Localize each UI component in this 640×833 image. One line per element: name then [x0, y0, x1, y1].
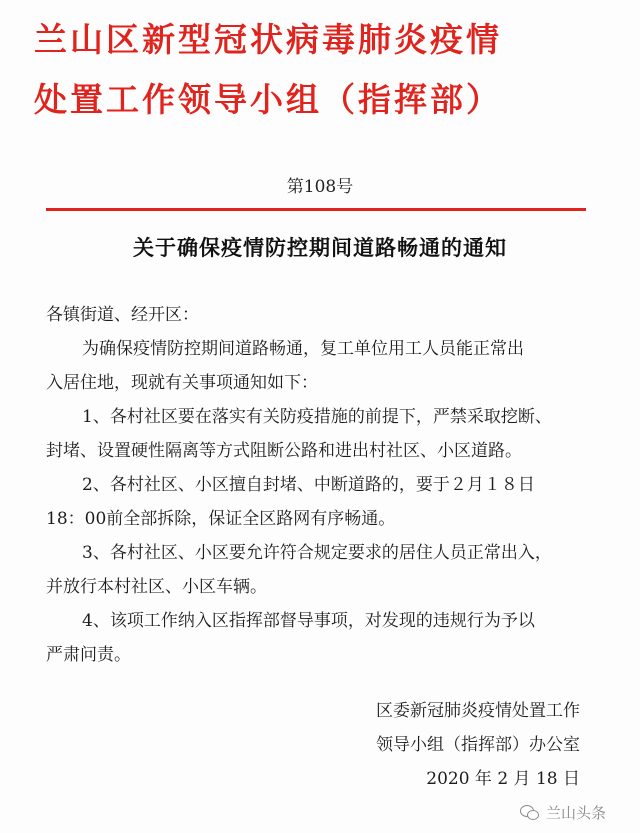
signature-date: 2020 年 2 月 18 日	[426, 769, 580, 789]
header-title-line-1: 兰山区新型冠状病毒肺炎疫情	[34, 20, 502, 59]
item-4-line-2: 严肃问责。	[46, 645, 131, 665]
watermark-text: 兰山头条	[546, 803, 607, 822]
item-2-line-1: 2、各村社区、小区擅自封堵、中断道路的，要于２月１８日	[82, 475, 535, 495]
intro-line-2: 入居住地，现就有关事项通知如下：	[46, 373, 318, 393]
item-1-line-1: 1、各村社区要在落实有关防疫措施的前提下，严禁采取挖断、	[82, 407, 552, 427]
watermark	[520, 800, 606, 824]
header-title-line-2: 处置工作领导小组（指挥部）	[34, 80, 502, 119]
wechat-icon	[520, 804, 540, 820]
signature-org-line-2: 领导小组（指挥部）办公室	[376, 735, 580, 755]
item-1-line-2: 封堵、设置硬性隔离等方式阻断公路和进出村社区、小区道路。	[46, 441, 522, 461]
document-number: 第108号	[286, 177, 354, 197]
item-3-line-2: 并放行本村社区、小区车辆。	[46, 577, 267, 597]
intro-line-1: 为确保疫情防控期间道路畅通，复工单位用工人员能正常出	[82, 339, 524, 359]
salutation: 各镇街道、经开区：	[46, 305, 199, 325]
signature-org-line-1: 区委新冠肺炎疫情处置工作	[376, 701, 580, 721]
item-2-line-2: 18：00前全部拆除，保证全区路网有序畅通。	[46, 509, 396, 529]
item-4-line-1: 4、该项工作纳入区指挥部督导事项，对发现的违规行为予以	[82, 611, 535, 631]
notice-title: 关于确保疫情防控期间道路畅通的通知	[133, 235, 507, 260]
red-divider	[46, 208, 586, 211]
item-3-line-1: 3、各村社区、小区要允许符合规定要求的居住人员正常出入，	[82, 543, 552, 563]
